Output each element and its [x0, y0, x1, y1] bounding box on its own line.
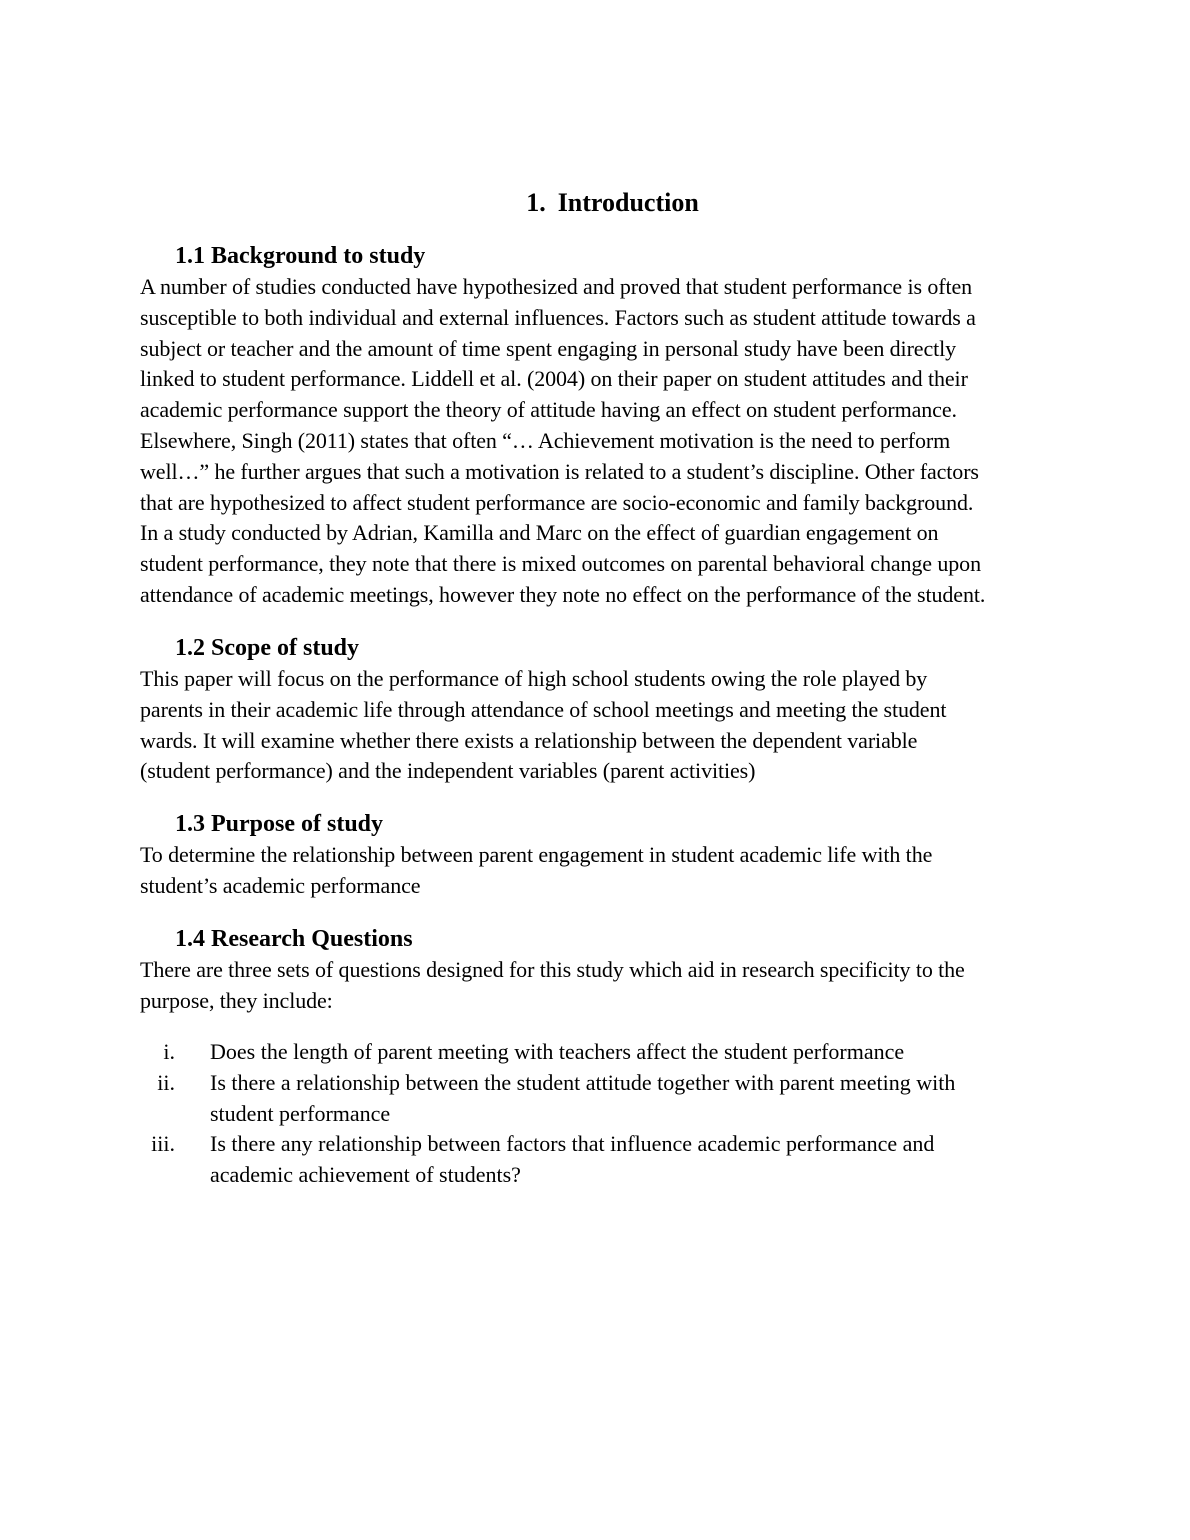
- list-item: [140, 1129, 1060, 1191]
- paragraph-line: academic performance support the theory of attitude having an effect on student performance.: [140, 397, 957, 423]
- section-number: 1.3: [175, 811, 205, 837]
- section-purpose: [140, 809, 1060, 902]
- list-item-line: Is there any relationship between factors that influence academic performance and: [210, 1131, 935, 1157]
- paragraph-line: student performance, they note that there is mixed outcomes on parental behavioral change upon: [140, 551, 981, 577]
- list-item: [140, 1037, 1060, 1068]
- list-item-line: student performance: [210, 1100, 391, 1126]
- paragraph-line: Elsewhere, Singh (2011) states that often “… Achievement motivation is the need to perform: [140, 427, 951, 453]
- section-paragraph-purpose: [140, 840, 1060, 902]
- paragraph-line: student’s academic performance: [140, 872, 421, 898]
- section-background: [140, 241, 1060, 611]
- list-marker: i.: [163, 1039, 175, 1064]
- paragraph-line: There are three sets of questions designed for this study which aid in research specificity to the: [140, 957, 965, 982]
- paragraph-line: To determine the relationship between parent engagement in student academic life with the: [140, 842, 933, 867]
- section-scope: [140, 633, 1060, 787]
- paragraph-line: attendance of academic meetings, however they note no effect on the performance of the student.: [140, 581, 986, 607]
- paragraph-line: A number of studies conducted have hypothesized and proved that student performance is often: [140, 274, 973, 299]
- list-marker: iii.: [151, 1131, 175, 1157]
- section-number: 1.4: [175, 926, 205, 952]
- section-paragraph-research-questions: [140, 955, 1060, 1017]
- paragraph-line: linked to student performance. Liddell et al. (2004) on their paper on student attitudes and their: [140, 366, 968, 392]
- section-number: 1.1: [175, 243, 205, 269]
- document-title: [0, 186, 1190, 220]
- research-questions-list: [140, 1037, 1060, 1191]
- paragraph-line: well…” he further argues that such a motivation is related to a student’s discipline. Other factors: [140, 458, 979, 484]
- section-paragraph-background: [140, 272, 1060, 611]
- section-number: 1.2: [175, 635, 205, 661]
- paragraph-line: that are hypothesized to affect student performance are socio-economic and family background.: [140, 489, 974, 515]
- list-item-line: academic achievement of students?: [210, 1162, 521, 1188]
- paragraph-line: (student performance) and the independent variables (parent activities): [140, 758, 756, 784]
- list-item-line: Does the length of parent meeting with teachers affect the student performance: [210, 1039, 905, 1064]
- section-heading-background: [140, 241, 1060, 272]
- section-title: Research Questions: [211, 926, 413, 952]
- section-title: Background to study: [211, 243, 426, 269]
- list-item: [140, 1068, 1060, 1130]
- section-heading-scope: [140, 633, 1060, 664]
- section-research-questions: [140, 924, 1060, 1017]
- list-item-line: Is there a relationship between the student attitude together with parent meeting with: [210, 1069, 956, 1095]
- section-title: Purpose of study: [211, 811, 384, 837]
- paragraph-line: In a study conducted by Adrian, Kamilla and Marc on the effect of guardian engagement on: [140, 520, 939, 546]
- paragraph-line: parents in their academic life through attendance of school meetings and meeting the student: [140, 696, 947, 722]
- section-heading-research-questions: [140, 924, 1060, 955]
- paragraph-line: This paper will focus on the performance of high school students owing the role played by: [140, 666, 928, 691]
- document-title-number: 1.: [526, 188, 546, 217]
- list-marker: ii.: [157, 1069, 175, 1095]
- paragraph-line: subject or teacher and the amount of time spent engaging in personal study have been directly: [140, 335, 957, 361]
- section-title: Scope of study: [211, 635, 360, 661]
- section-heading-purpose: [140, 809, 1060, 840]
- document-title-text: Introduction: [557, 188, 699, 217]
- paragraph-line: susceptible to both individual and external influences. Factors such as student attitude towards a: [140, 304, 976, 330]
- paragraph-line: wards. It will examine whether there exists a relationship between the dependent variable: [140, 727, 918, 753]
- section-paragraph-scope: [140, 664, 1060, 787]
- paragraph-line: purpose, they include:: [140, 987, 333, 1013]
